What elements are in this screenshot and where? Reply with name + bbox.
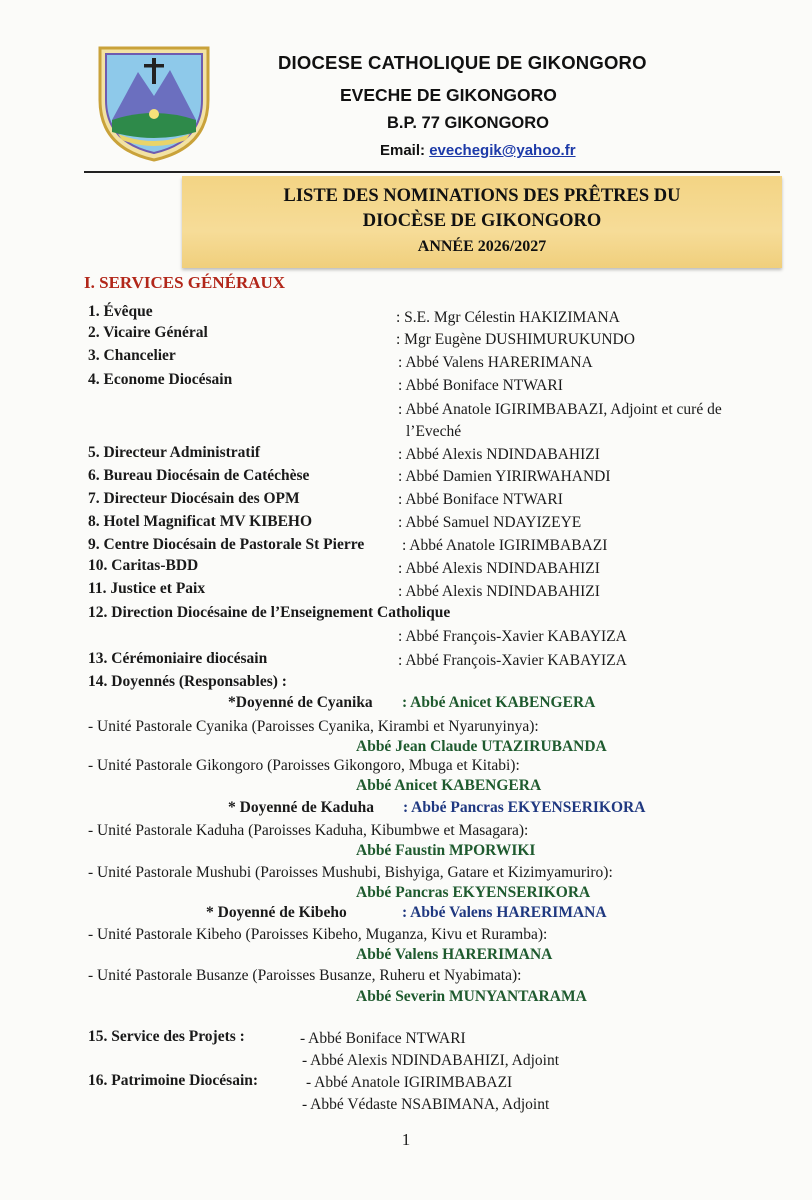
item-label: 3. Chancelier bbox=[88, 347, 176, 364]
item-value: : Abbé Samuel NDAYIZEYE bbox=[398, 514, 582, 531]
item-label: 9. Centre Diocésain de Pastorale St Pierre bbox=[88, 536, 365, 553]
doyenne-head: : Abbé Anicet KABENGERA bbox=[402, 694, 596, 711]
unite-pastorale: - Unité Pastorale Kibeho (Paroisses Kibeho, Muganza, Kivu et Ruramba): bbox=[88, 926, 548, 943]
item-value: : S.E. Mgr Célestin HAKIZIMANA bbox=[396, 309, 620, 326]
item-value: : Mgr Eugène DUSHIMURUKUNDO bbox=[396, 331, 635, 348]
item-label: 2. Vicaire Général bbox=[88, 324, 208, 341]
item-label: 12. Direction Diocésaine de l’Enseignement Catholique bbox=[88, 604, 451, 621]
unite-pastorale: - Unité Pastorale Busanze (Paroisses Busanze, Ruheru et Nyabimata): bbox=[88, 967, 522, 984]
item-label: 4. Econome Diocésain bbox=[88, 371, 233, 388]
unite-pastorale: - Unité Pastorale Cyanika (Paroisses Cyanika, Kirambi et Nyarunyinya): bbox=[88, 718, 539, 735]
page-number: 1 bbox=[401, 1130, 411, 1149]
service-label: 16. Patrimoine Diocésain: bbox=[88, 1072, 259, 1089]
unite-head: Abbé Jean Claude UTAZIRUBANDA bbox=[356, 738, 607, 755]
section-heading: I. SERVICES GÉNÉRAUX bbox=[84, 273, 286, 292]
item-value: : Abbé Alexis NDINDABAHIZI bbox=[398, 446, 600, 463]
item-value: : Abbé Anatole IGIRIMBABAZI, Adjoint et curé de bbox=[398, 401, 722, 418]
unite-head: Abbé Valens HARERIMANA bbox=[356, 946, 553, 963]
unite-head: Abbé Pancras EKYENSERIKORA bbox=[356, 884, 591, 901]
item-label: 1. Évêque bbox=[88, 303, 153, 320]
item-value: : Abbé Damien YIRIRWAHANDI bbox=[398, 468, 611, 485]
item-label: 11. Justice et Paix bbox=[88, 580, 206, 597]
item-label: 6. Bureau Diocésain de Catéchèse bbox=[88, 467, 310, 484]
unite-pastorale: - Unité Pastorale Gikongoro (Paroisses Gikongoro, Mbuga et Kitabi): bbox=[88, 757, 520, 774]
doyenne-name: * Doyenné de Kibeho bbox=[206, 904, 347, 921]
doyenne-head: : Abbé Valens HARERIMANA bbox=[402, 904, 607, 921]
item-label: 13. Cérémoniaire diocésain bbox=[88, 650, 268, 667]
item-value: : Abbé Alexis NDINDABAHIZI bbox=[398, 583, 600, 600]
item-value: : Abbé François-Xavier KABAYIZA bbox=[398, 628, 627, 645]
item-value: : Abbé Alexis NDINDABAHIZI bbox=[398, 560, 600, 577]
item-value: : Abbé Anatole IGIRIMBABAZI bbox=[402, 537, 608, 554]
item-value-continued: l’Eveché bbox=[406, 423, 462, 440]
doyennes-heading: 14. Doyennés (Responsables) : bbox=[88, 673, 287, 690]
doyenne-head: : Abbé Pancras EKYENSERIKORA bbox=[403, 799, 646, 816]
service-value: - Abbé Védaste NSABIMANA, Adjoint bbox=[302, 1096, 550, 1113]
email-link[interactable]: evechegik@yahoo.fr bbox=[429, 142, 576, 159]
item-label: 8. Hotel Magnificat MV KIBEHO bbox=[88, 513, 313, 530]
email-line bbox=[380, 142, 576, 159]
banner-line-1: LISTE DES NOMINATIONS DES PRÊTRES DU bbox=[283, 186, 681, 206]
unite-head: Abbé Faustin MPORWIKI bbox=[356, 842, 536, 859]
item-label: 7. Directeur Diocésain des OPM bbox=[88, 490, 300, 507]
doyenne-name: * Doyenné de Kaduha bbox=[228, 799, 374, 816]
service-label: 15. Service des Projets : bbox=[88, 1028, 245, 1045]
doyenne-name: *Doyenné de Cyanika bbox=[228, 694, 373, 711]
item-value: : Abbé François-Xavier KABAYIZA bbox=[398, 652, 627, 669]
postal-box: B.P. 77 GIKONGORO bbox=[387, 114, 549, 132]
eveche-subtitle: EVECHE DE GIKONGORO bbox=[340, 85, 557, 105]
item-label: 5. Directeur Administratif bbox=[88, 444, 261, 461]
unite-head: Abbé Severin MUNYANTARAMA bbox=[356, 988, 587, 1005]
item-value: : Abbé Boniface NTWARI bbox=[398, 377, 563, 394]
service-value: - Abbé Boniface NTWARI bbox=[300, 1030, 466, 1047]
service-value: - Abbé Anatole IGIRIMBABAZI bbox=[306, 1074, 513, 1091]
unite-head: Abbé Anicet KABENGERA bbox=[356, 777, 542, 794]
email-label: Email: bbox=[380, 142, 426, 159]
header-divider bbox=[84, 171, 780, 173]
unite-pastorale: - Unité Pastorale Mushubi (Paroisses Mushubi, Bishyiga, Gatare et Kizimyamuriro): bbox=[88, 864, 613, 881]
banner-line-2: DIOCÈSE DE GIKONGORO bbox=[362, 211, 602, 231]
item-value: : Abbé Boniface NTWARI bbox=[398, 491, 563, 508]
item-value: : Abbé Valens HARERIMANA bbox=[398, 354, 593, 371]
shield-icon bbox=[94, 40, 214, 164]
diocese-logo bbox=[94, 40, 214, 169]
title-banner bbox=[182, 176, 782, 268]
item-label: 10. Caritas-BDD bbox=[88, 557, 199, 574]
banner-year: ANNÉE 2026/2027 bbox=[417, 238, 547, 255]
unite-pastorale: - Unité Pastorale Kaduha (Paroisses Kaduha, Kibumbwe et Masagara): bbox=[88, 822, 529, 839]
service-value: - Abbé Alexis NDINDABAHIZI, Adjoint bbox=[302, 1052, 560, 1069]
diocese-title: DIOCESE CATHOLIQUE DE GIKONGORO bbox=[278, 52, 647, 73]
